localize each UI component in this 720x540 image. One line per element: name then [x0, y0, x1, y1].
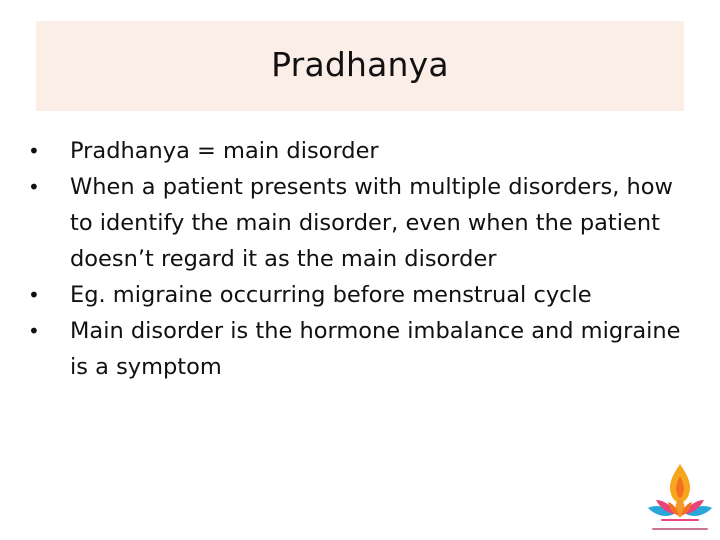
- bullet-marker: •: [28, 283, 40, 307]
- bullet-item: [28, 313, 693, 385]
- bullet-text: Pradhanya = main disorder: [70, 138, 379, 164]
- slide-title: Pradhanya: [271, 44, 449, 84]
- bullet-marker: •: [28, 175, 40, 199]
- bullet-item: [28, 133, 693, 169]
- bullet-marker: •: [28, 319, 40, 343]
- bullet-marker: •: [28, 139, 40, 163]
- bullet-text: Main disorder is the hormone imbalance and migraine is a symptom: [70, 318, 681, 380]
- bullet-list: [28, 133, 693, 385]
- bullet-item: [28, 169, 693, 277]
- bullet-text: Eg. migraine occurring before menstrual cycle: [70, 282, 592, 308]
- bullet-item: [28, 277, 693, 313]
- lotus-flame-icon: [642, 462, 718, 538]
- title-banner: [36, 21, 684, 111]
- bullet-text: When a patient presents with multiple disorders, how to identify the main disorder, even when the patient doesn’t regard it as the main disorder: [70, 174, 673, 272]
